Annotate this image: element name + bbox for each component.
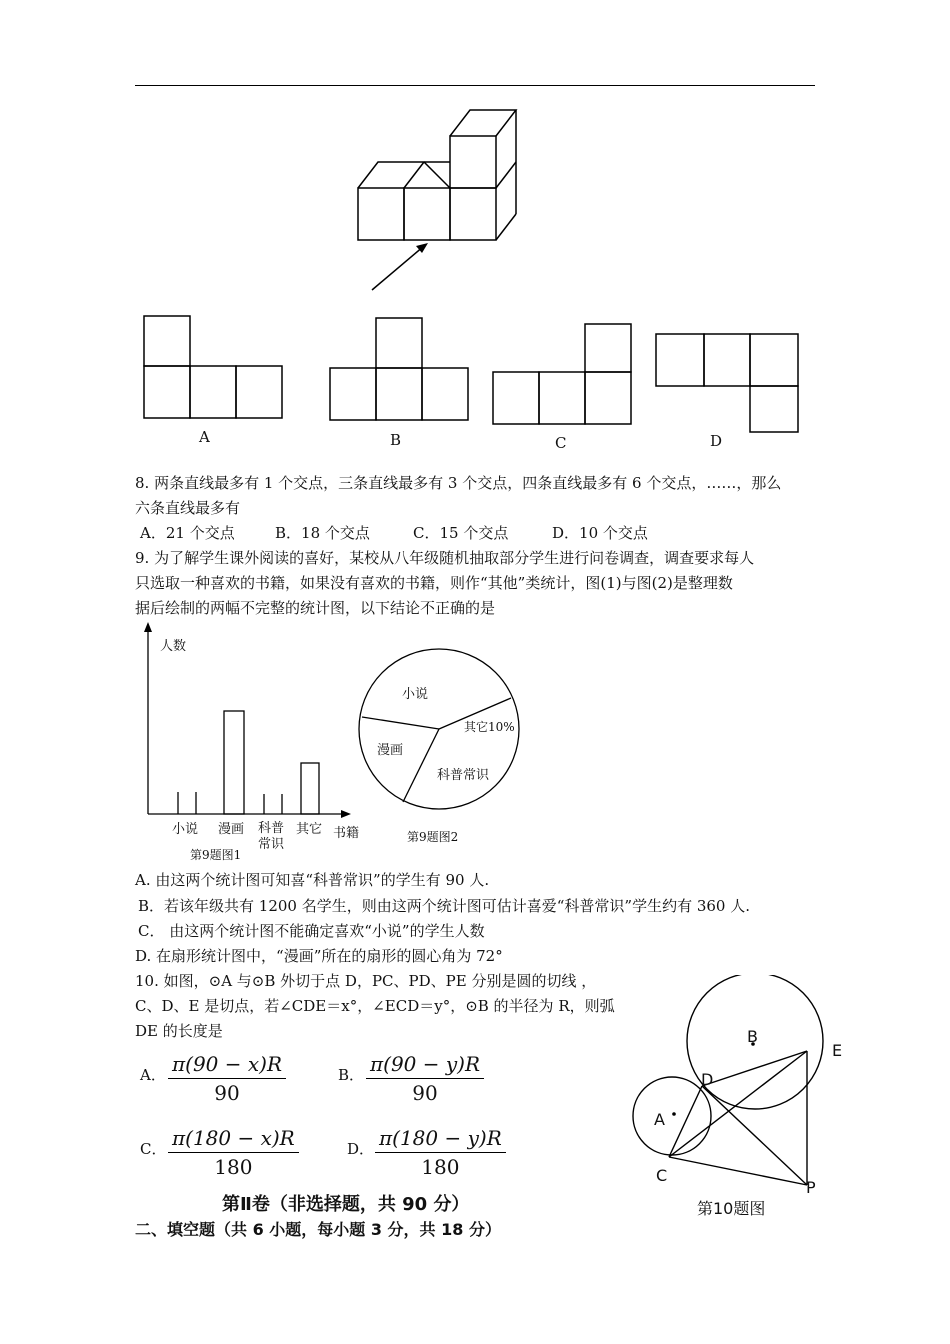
- bar-comic: [224, 711, 244, 814]
- q10-option-c-numerator: π(180 − x)R: [168, 1126, 299, 1153]
- tangent-pd: [702, 1086, 807, 1185]
- bar-caption: 第9题图1: [190, 848, 242, 862]
- q10-option-a-fraction: [168, 1052, 286, 1105]
- part2-heading: 二、填空题（共 6 小题，每小题 3 分，共 18 分）: [135, 1220, 501, 1239]
- q9-option-c: C． 由这两个统计图不能确定喜欢“小说”的学生人数: [138, 922, 485, 940]
- q9-option-b: B．若该年级共有 1200 名学生，则由这两个统计图可估计喜爱“科普常识”学生约有 360 人.: [138, 897, 751, 915]
- bar-ylabel: 人数: [160, 639, 187, 654]
- chord-ce: [669, 1051, 807, 1157]
- fig10-label-d: D: [701, 1070, 714, 1089]
- option-b-label: B: [390, 431, 402, 449]
- option-a-label: A: [199, 428, 210, 446]
- q10-option-b-label: B．: [338, 1066, 365, 1084]
- option-c-label: C: [555, 434, 567, 452]
- q10-option-b-fraction: [366, 1052, 484, 1105]
- q8-option-b: B．18 个交点: [275, 524, 370, 542]
- pie-divider-bottom: [403, 729, 439, 802]
- section-title: 第Ⅱ卷（非选择题，共 90 分）: [222, 1194, 470, 1215]
- pie-label-novel: 小说: [402, 687, 429, 702]
- header-rule: [135, 85, 815, 86]
- q10-option-a-denominator: 90: [214, 1081, 240, 1105]
- pie-divider-left: [362, 717, 439, 729]
- q10-option-b-denominator: 90: [412, 1081, 438, 1105]
- q10-option-d-fraction: [375, 1126, 506, 1179]
- view-option-c: [489, 322, 649, 432]
- q10-line1: 10. 如图，⊙A 与⊙B 外切于点 D，PC、PD、PE 分别是圆的切线 ，: [135, 972, 597, 990]
- fig10-label-e: E: [832, 1041, 843, 1060]
- fig10-label-b: B: [747, 1027, 758, 1046]
- fig10-label-c: C: [656, 1166, 668, 1185]
- q10-line2: C、D、E 是切点，若∠CDE＝x°，∠ECD＝y°，⊙B 的半径为 R，则弧: [135, 997, 615, 1015]
- q8-line2: 六条直线最多有: [135, 499, 241, 517]
- pie-label-other: 其它10%: [464, 720, 515, 734]
- view-option-d: [652, 330, 812, 440]
- q10-option-c-label: C．: [140, 1140, 167, 1158]
- q8-line1: 8. 两条直线最多有 1 个交点，三条直线最多有 3 个交点，四条直线最多有 6 个交点，……，那么: [135, 474, 782, 492]
- bar-xlabel: 书籍: [333, 826, 360, 841]
- bar-other: [301, 763, 319, 814]
- fig10-label-p: P: [806, 1178, 816, 1197]
- tangent-pc: [669, 1157, 807, 1185]
- view-option-a: [140, 312, 300, 422]
- cube-solid-figure: [340, 100, 540, 300]
- q10-option-a-label: A．: [140, 1066, 166, 1084]
- q9-line3: 据后绘制的两幅不完整的统计图，以下结论不正确的是: [135, 599, 496, 617]
- bar-cat-science-2: 常识: [258, 837, 285, 852]
- q10-option-b-numerator: π(90 − y)R: [366, 1052, 484, 1079]
- bar-cat-other: 其它: [296, 822, 323, 837]
- q8-option-c: C．15 个交点: [413, 524, 509, 542]
- option-d-label: D: [710, 432, 723, 450]
- q10-option-d-numerator: π(180 − y)R: [375, 1126, 506, 1153]
- fig10-label-a: A: [654, 1110, 665, 1129]
- q10-option-c-denominator: 180: [214, 1155, 253, 1179]
- q10-option-d-label: D．: [347, 1140, 375, 1158]
- view-option-b: [326, 314, 486, 424]
- pie-caption: 第9题图2: [407, 830, 459, 844]
- q9-option-d: D. 在扇形统计图中，“漫画”所在的扇形的圆心角为 72°: [135, 947, 503, 965]
- circle-a: [633, 1077, 711, 1155]
- q9-option-a: A. 由这两个统计图可知喜“科普常识”的学生有 90 人.: [135, 871, 490, 889]
- bar-cat-novel: 小说: [172, 822, 199, 837]
- bar-cat-science-1: 科普: [258, 821, 285, 836]
- q10-option-d-denominator: 180: [421, 1155, 460, 1179]
- fig10-caption: 第10题图: [697, 1199, 766, 1218]
- figure-10-tangent-circles: [625, 975, 855, 1190]
- q10-option-a-numerator: π(90 − x)R: [168, 1052, 286, 1079]
- bar-cat-comic: 漫画: [218, 822, 245, 837]
- q9-line1: 9. 为了解学生课外阅读的喜好，某校从八年级随机抽取部分学生进行问卷调查，调查要求每人: [135, 549, 755, 567]
- pie-label-science: 科普常识: [437, 768, 490, 783]
- q10-option-c-fraction: [168, 1126, 299, 1179]
- q9-line2: 只选取一种喜欢的书籍，如果没有喜欢的书籍，则作“其他”类统计，图(1)与图(2)是整理数: [135, 574, 733, 592]
- chord-de: [702, 1051, 807, 1086]
- q8-option-d: D．10 个交点: [552, 524, 648, 542]
- pie-label-comic: 漫画: [377, 743, 404, 758]
- q8-option-a: A．21 个交点: [140, 524, 235, 542]
- q10-line3: DE 的长度是: [135, 1022, 223, 1040]
